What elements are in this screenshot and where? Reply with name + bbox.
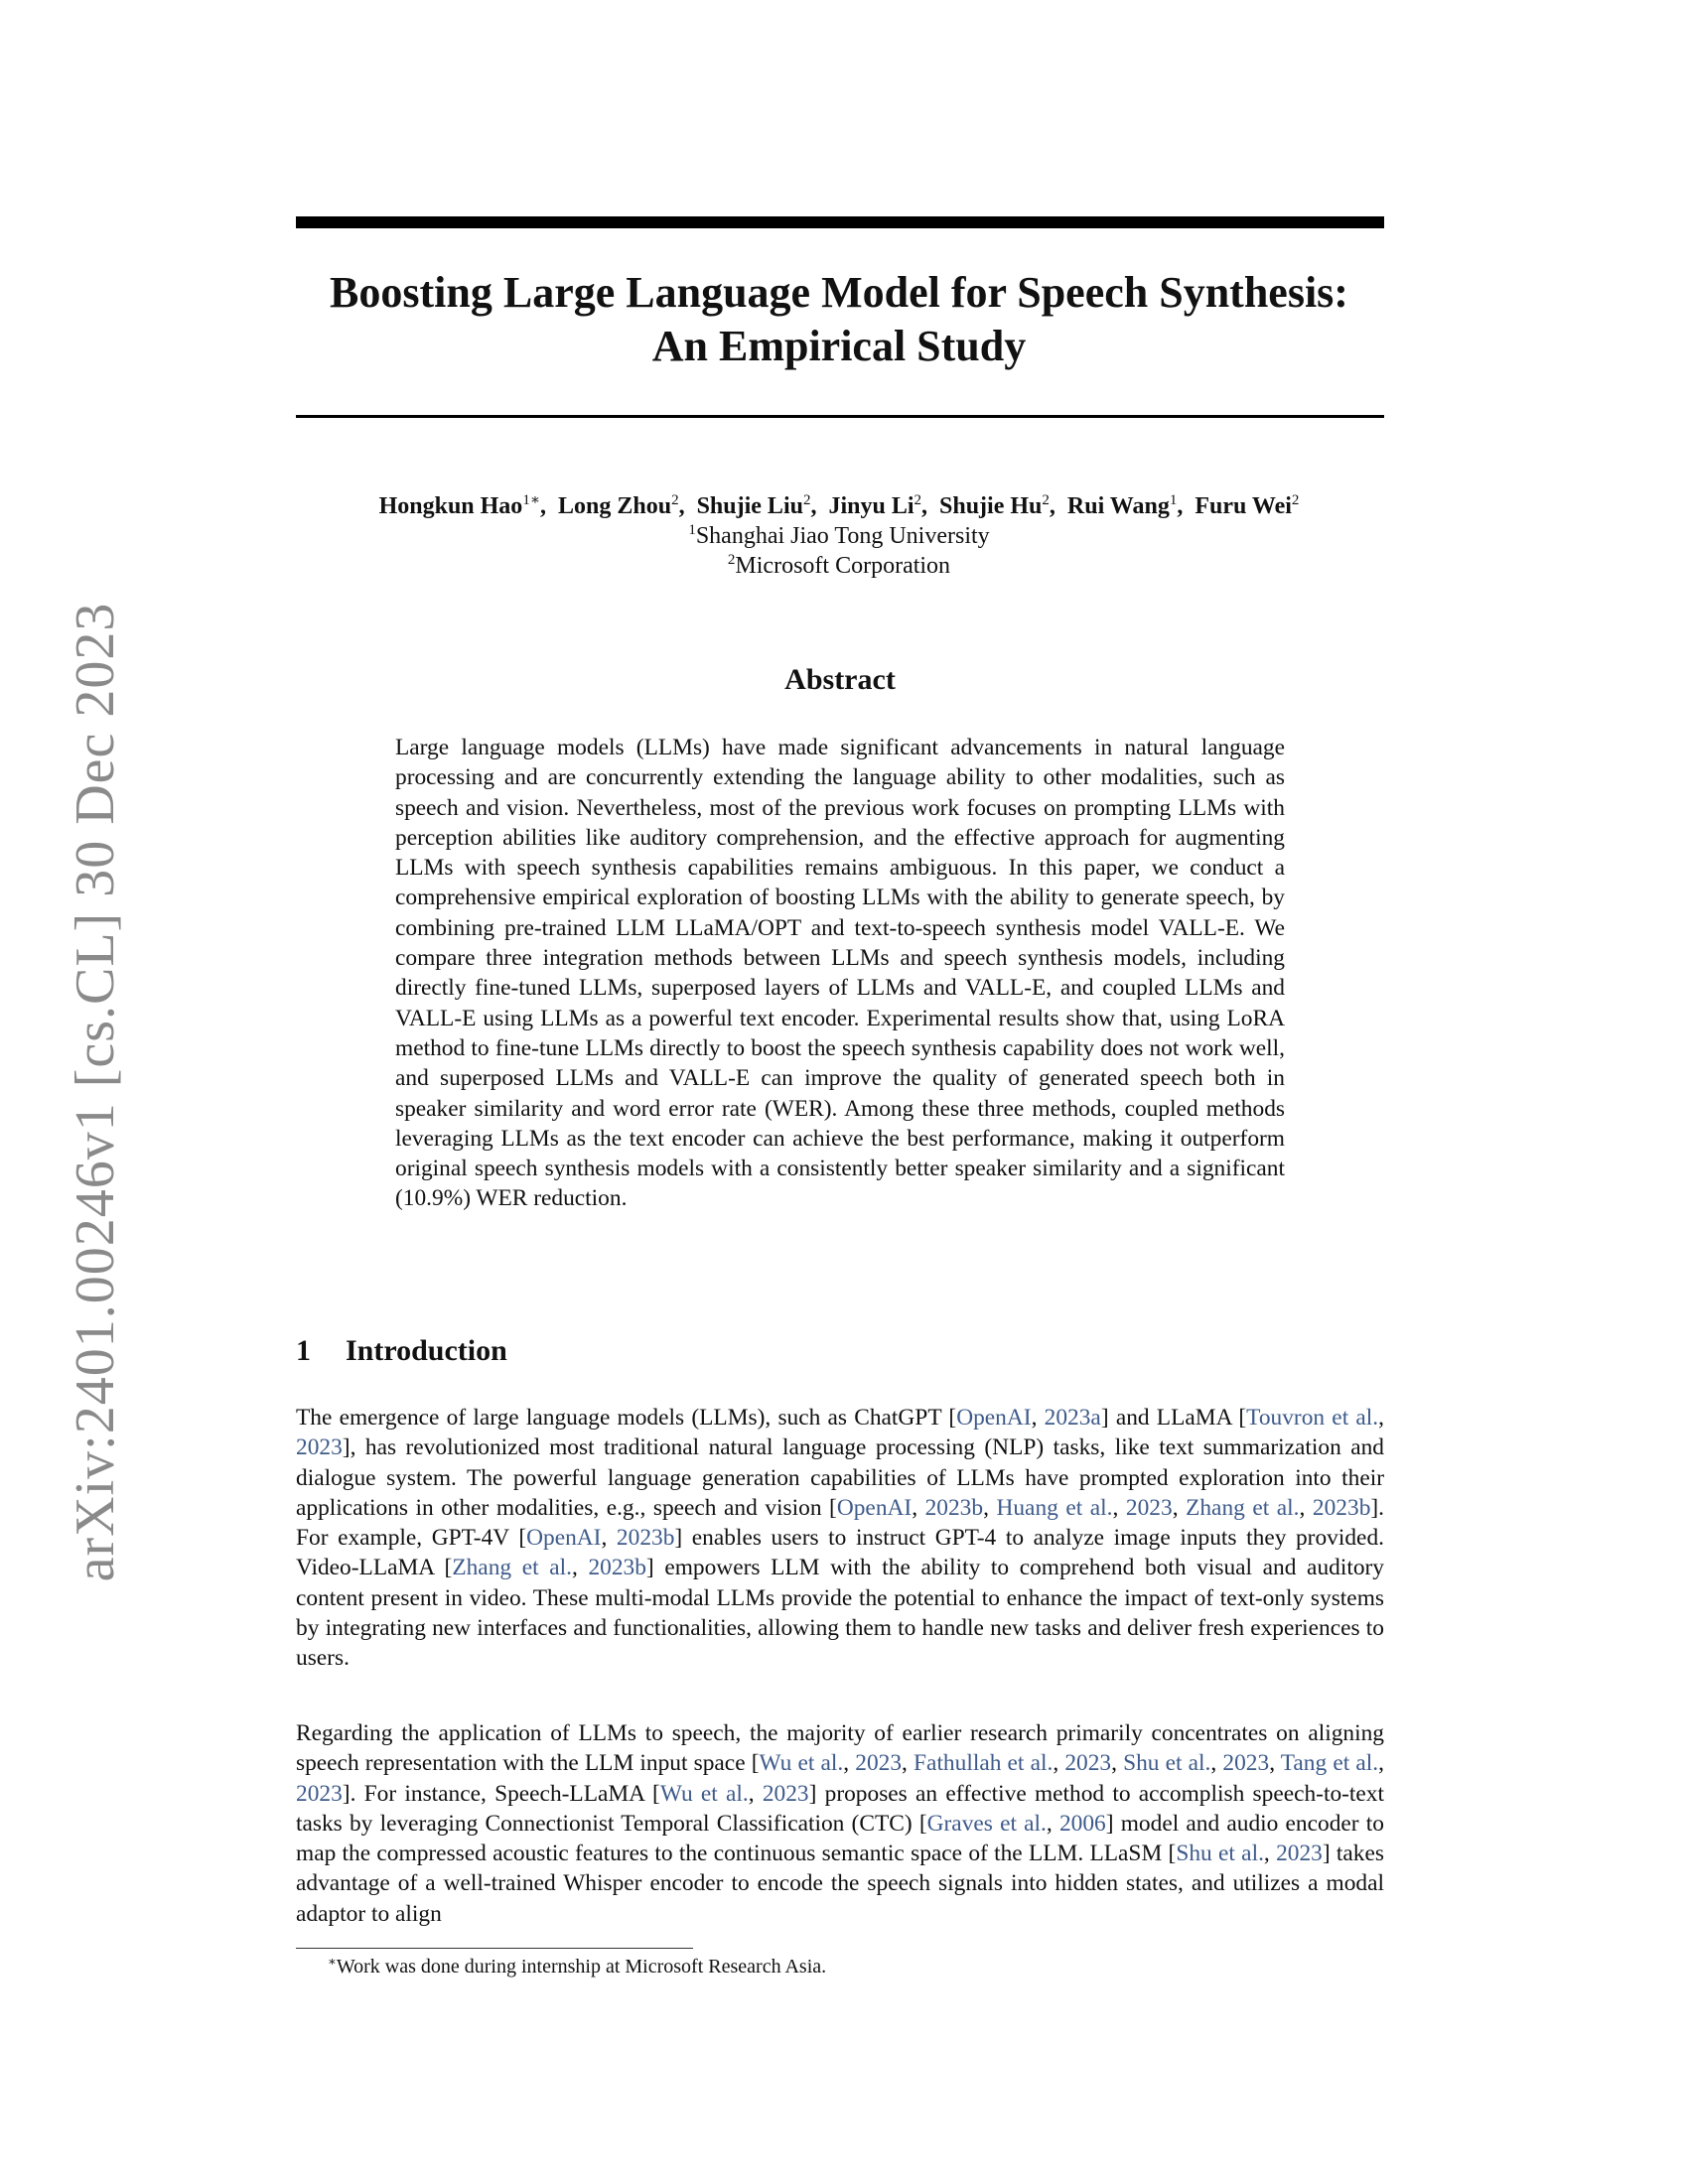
footnote-text: Work was done during internship at Microsoft Research Asia. <box>336 1956 827 1978</box>
footnote <box>328 1956 826 1979</box>
body-text: ] takes advantage of a well-trained Whisper encoder to encode the speech signals into hidden states, and utilizes a modal adaptor to align <box>296 1841 1384 1927</box>
citation-link[interactable]: OpenAI <box>836 1494 913 1521</box>
affiliation-name: Microsoft Corporation <box>735 553 951 579</box>
body-text: , <box>983 1494 997 1521</box>
author-affiliation-mark: 2 <box>1042 492 1050 508</box>
footnote-mark: ∗ <box>328 1954 337 1969</box>
body-text: The emergence of large language models (LLMs), such as ChatGPT [ <box>296 1405 957 1431</box>
author-affiliation-mark: 2 <box>914 492 922 508</box>
author-affiliation-mark: 2 <box>1291 492 1300 508</box>
body-text: ] proposes an effective method to accomplish speech-to-text tasks by leveraging Connectionist Temporal Classification (CTC) [ <box>296 1780 1385 1837</box>
arxiv-identifier: arXiv:2401.00246v1 [cs.CL] 30 Dec 2023 <box>65 602 126 1582</box>
author: Jinyu Li$^2$, <box>828 492 940 519</box>
body-text: , <box>902 1750 914 1777</box>
affiliations <box>278 521 1400 581</box>
author-name: Furu Wei <box>1195 493 1292 519</box>
body-text: , <box>1031 1405 1045 1431</box>
citation-link[interactable]: Shu et al. <box>1123 1750 1211 1777</box>
author <box>1195 493 1299 519</box>
author-name: Jinyu Li <box>828 493 914 519</box>
citation-link[interactable]: 2023b <box>588 1555 646 1581</box>
affiliation-name: Shanghai Jiao Tong University <box>695 523 990 549</box>
author-names <box>278 491 1400 521</box>
citation-link[interactable]: Huang et al. <box>996 1494 1113 1521</box>
body-text: , <box>1172 1494 1187 1521</box>
citation-link[interactable]: Graves et al. <box>926 1810 1047 1837</box>
section-number: 1 <box>296 1334 311 1367</box>
citation-link[interactable]: 2023 <box>762 1780 809 1807</box>
author: Rui Wang$^1$, <box>1066 492 1196 519</box>
citation-link[interactable]: 2006 <box>1058 1810 1106 1837</box>
citation-link[interactable]: 2023a <box>1044 1405 1101 1431</box>
citation-link[interactable]: Zhang et al. <box>452 1555 572 1581</box>
author: Shujie Hu$^2$, <box>939 492 1067 519</box>
citation-link[interactable]: OpenAI <box>526 1525 602 1552</box>
body-text: , <box>1269 1750 1281 1777</box>
body-text: , <box>1210 1750 1223 1777</box>
author-name: Long Zhou <box>558 493 672 519</box>
footnote-rule <box>296 1948 693 1949</box>
body-text: Regarding the application of LLMs to speech, the majority of earlier research primarily concentrates on aligning speech representation with the LLM input space [ <box>296 1720 1384 1777</box>
body-text: , <box>912 1494 925 1521</box>
title-rule-bottom <box>296 415 1384 418</box>
abstract-text: Large language models (LLMs) have made significant advancements in natural language processing and are concurrently extending the language ability to other modalities, such as speech and vision. Nevertheless, most of the previous work focuses on prompting LLMs with perception abilities like auditory comprehension, and the effective approach for augmenting LLMs with speech synthesis capabilities remains ambiguous. In this paper, we conduct a comprehensive empirical exploration of boosting LLMs with the ability to generate speech, by combining pre-trained LLM LLaMA/OPT and text-to-speech synthesis model VALL-E. We compare three integration methods between LLMs and speech synthesis models, including directly fine-tuned LLMs, superposed layers of LLMs and VALL-E, and coupled LLMs and VALL-E using LLMs as a powerful text encoder. Experimental results show that, using LoRA method to fine-tune LLMs directly to boost the speech synthesis capability does not work well, and superposed LLMs and VALL-E can improve the quality of generated speech both in speaker similarity and word error rate (WER). Among these three methods, coupled methods leveraging LLMs as the text encoder can achieve the best performance, making it outperform original speech synthesis models with a consistently better speaker similarity and a significant (10.9%) WER reduction. <box>395 735 1285 1212</box>
citation-link[interactable]: 2023 <box>1222 1750 1270 1777</box>
citation-link[interactable]: 2023b <box>616 1525 675 1552</box>
citation-link[interactable]: Shu et al. <box>1176 1841 1264 1867</box>
author-affiliation-mark: 2 <box>802 492 811 508</box>
section-title: Introduction <box>346 1334 507 1367</box>
body-text: , <box>748 1780 763 1807</box>
author-name: Shujie Hu <box>939 493 1043 519</box>
citation-link[interactable]: 2023b <box>924 1494 984 1521</box>
author-affiliation-mark: 2 <box>671 492 679 508</box>
affiliation <box>278 551 1400 581</box>
body-text: , <box>571 1555 589 1581</box>
body-text: ]. For example, GPT-4V [ <box>296 1494 1385 1552</box>
affiliation-number: 2 <box>727 552 736 568</box>
citation-link[interactable]: OpenAI <box>956 1405 1032 1431</box>
paragraph <box>296 1718 1384 1929</box>
citation-link[interactable]: 2023b <box>1312 1494 1371 1521</box>
body-text: , <box>601 1525 617 1552</box>
citation-link[interactable]: 2023 <box>855 1750 903 1777</box>
author: Hongkun Hao$^{1∗}$, <box>378 492 559 519</box>
body-text: ] empowers LLM with the ability to comprehend both visual and auditory content present in video. These multi-modal LLMs provide the potential to enhance the impact of text-only systems by integrating new interfaces and functionalities, allowing them to handle new tasks and deliver fresh experiences to users. <box>296 1555 1385 1672</box>
body-text: ]. For instance, Speech-LLaMA [ <box>342 1780 660 1807</box>
body-text: , <box>1046 1810 1059 1837</box>
citation-link[interactable]: Wu et al. <box>759 1750 844 1777</box>
author-name: Rui Wang <box>1066 493 1170 519</box>
citation-link[interactable]: 2023 <box>296 1780 343 1807</box>
citation-link[interactable]: Tang et al. <box>1280 1750 1379 1777</box>
body-text: ], has revolutionized most traditional natural language processing (NLP) tasks, like text summarization and dialogue system. The powerful language generation capabilities of LLMs have prompted exploration into their applications in other modalities, e.g., speech and vision [ <box>296 1434 1384 1521</box>
body-text: , <box>1378 1405 1384 1431</box>
affiliation-number: 1 <box>688 522 696 538</box>
citation-link[interactable]: 2023 <box>1125 1494 1173 1521</box>
body-text: , <box>1111 1750 1124 1777</box>
author-affiliation-mark: 1 <box>1169 492 1178 508</box>
author: Long Zhou$^2$, <box>558 492 697 519</box>
paper-title <box>278 266 1400 373</box>
body-text: ] enables users to instruct GPT-4 to analyze image inputs they provided. Video-LLaMA [ <box>296 1525 1384 1581</box>
body-text: ] and LLaMA [ <box>1100 1405 1247 1431</box>
title-line-1: Boosting Large Language Model for Speech Synthesis: <box>330 268 1348 317</box>
citation-link[interactable]: 2023 <box>296 1434 343 1461</box>
body-text: , <box>1053 1750 1065 1777</box>
body-text: ] model and audio encoder to map the compressed acoustic features to the continuous semantic space of the LLM. LLaSM [ <box>296 1810 1384 1867</box>
citation-link[interactable]: Touvron et al. <box>1246 1405 1379 1431</box>
section-heading <box>296 1334 507 1368</box>
author: Shujie Liu$^2$, <box>696 492 829 519</box>
author-name: Hongkun Hao <box>378 493 523 519</box>
affiliation <box>278 521 1400 551</box>
author-name: Shujie Liu <box>696 493 803 519</box>
body-text: , <box>1112 1494 1126 1521</box>
author-block <box>278 491 1400 581</box>
title-rule-top <box>296 216 1384 228</box>
abstract-heading: Abstract <box>784 663 896 696</box>
paragraph <box>296 1403 1384 1674</box>
body-text: , <box>1263 1841 1277 1867</box>
citation-link[interactable]: 2023 <box>1276 1841 1323 1867</box>
author-affiliation-mark: 1∗ <box>522 492 541 508</box>
citation-link[interactable]: Fathullah et al. <box>914 1750 1054 1777</box>
citation-link[interactable]: 2023 <box>1064 1750 1112 1777</box>
body-text: , <box>1299 1494 1313 1521</box>
body-text: , <box>1378 1750 1384 1777</box>
body-text: , <box>843 1750 856 1777</box>
title-line-2: An Empirical Study <box>651 322 1027 370</box>
citation-link[interactable]: Zhang et al. <box>1186 1494 1300 1521</box>
citation-link[interactable]: Wu et al. <box>659 1780 749 1807</box>
